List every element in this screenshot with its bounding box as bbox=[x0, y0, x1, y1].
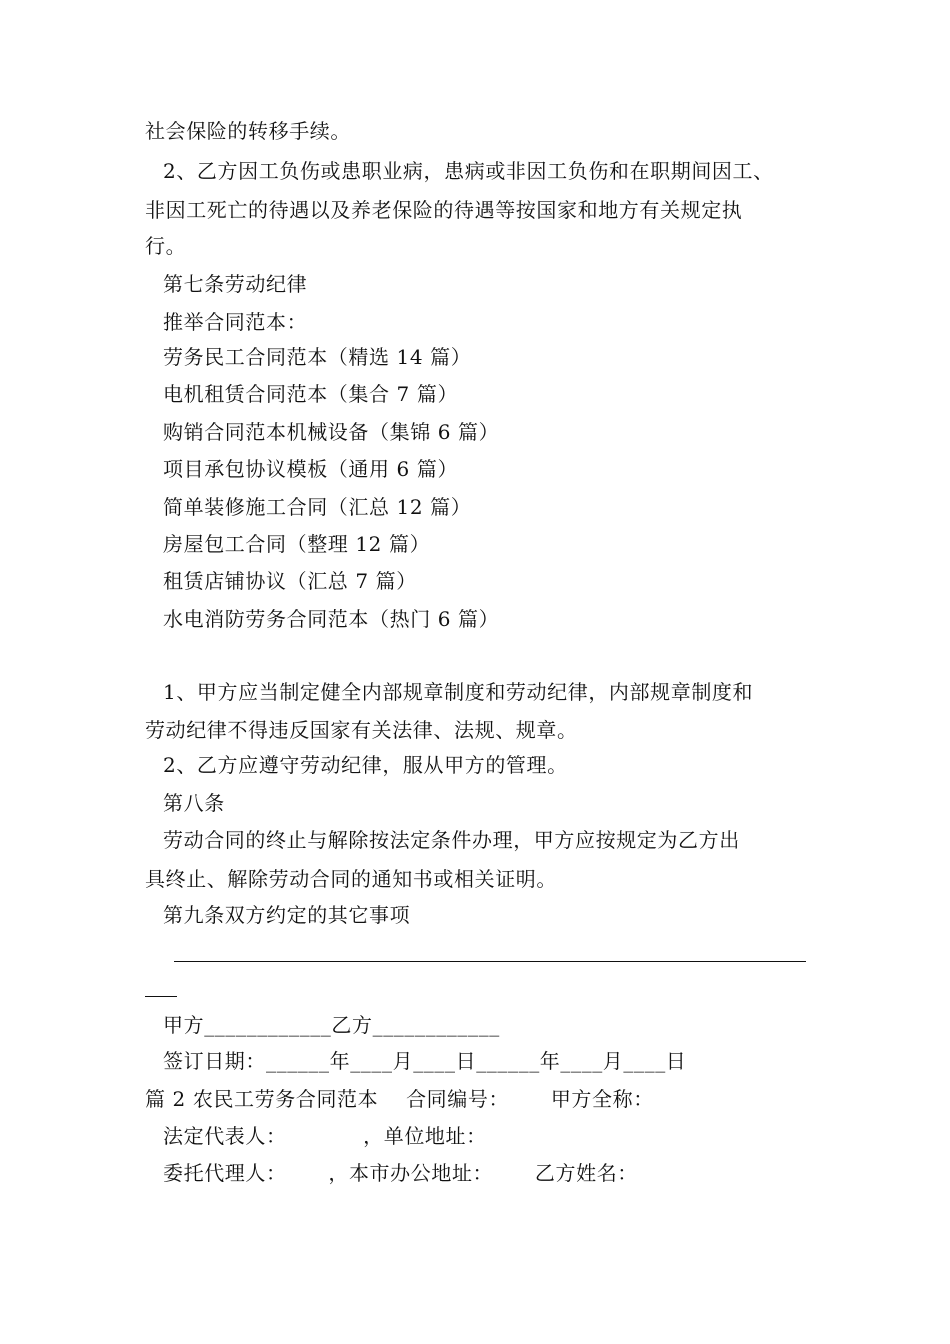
signing-date-line: 签订日期：______年____月____日______年____月____日 bbox=[163, 1049, 687, 1073]
section-heading: 第七条劳动纪律 bbox=[163, 272, 308, 296]
list-item: 房屋包工合同（整理 12 篇） bbox=[163, 532, 431, 556]
list-item: 电机租赁合同范本（集合 7 篇） bbox=[163, 382, 459, 406]
paragraph-line: 社会保险的转移手续。 bbox=[145, 119, 351, 143]
contract-title-line: 篇 2 农民工劳务合同范本 合同编号： 甲方全称： bbox=[145, 1087, 654, 1111]
section-heading: 第九条双方约定的其它事项 bbox=[163, 903, 411, 927]
paragraph-line: 推举合同范本： bbox=[163, 310, 308, 334]
list-item: 简单装修施工合同（汇总 12 篇） bbox=[163, 495, 472, 519]
list-item: 购销合同范本机械设备（集锦 6 篇） bbox=[163, 420, 500, 444]
paragraph-line: 委托代理人： ，本市办公地址： 乙方姓名： bbox=[163, 1161, 638, 1185]
list-item: 项目承包协议模板（通用 6 篇） bbox=[163, 457, 459, 481]
list-item: 水电消防劳务合同范本（热门 6 篇） bbox=[163, 607, 500, 631]
signature-line: 甲方____________乙方____________ bbox=[163, 1013, 500, 1037]
fill-in-line bbox=[174, 961, 806, 962]
paragraph-line: 劳动纪律不得违反国家有关法律、法规、规章。 bbox=[145, 718, 578, 742]
section-heading: 第八条 bbox=[163, 791, 225, 815]
paragraph-line: 2、乙方因工负伤或患职业病，患病或非因工负伤和在职期间因工、 bbox=[163, 159, 774, 183]
list-item: 租赁店铺协议（汇总 7 篇） bbox=[163, 569, 417, 593]
paragraph-line: 行。 bbox=[145, 234, 187, 258]
paragraph-line: 非因工死亡的待遇以及养老保险的待遇等按国家和地方有关规定执 bbox=[145, 198, 743, 222]
paragraph-line: 法定代表人： ，单位地址： bbox=[163, 1124, 487, 1148]
paragraph-line: 2、乙方应遵守劳动纪律，服从甲方的管理。 bbox=[163, 753, 568, 777]
paragraph-line: 具终止、解除劳动合同的通知书或相关证明。 bbox=[145, 867, 557, 891]
paragraph-line: 劳动合同的终止与解除按法定条件办理，甲方应按规定为乙方出 bbox=[163, 828, 740, 852]
paragraph-line: 1、甲方应当制定健全内部规章制度和劳动纪律，内部规章制度和 bbox=[163, 680, 754, 704]
fill-in-line bbox=[145, 996, 177, 997]
list-item: 劳务民工合同范本（精选 14 篇） bbox=[163, 345, 472, 369]
